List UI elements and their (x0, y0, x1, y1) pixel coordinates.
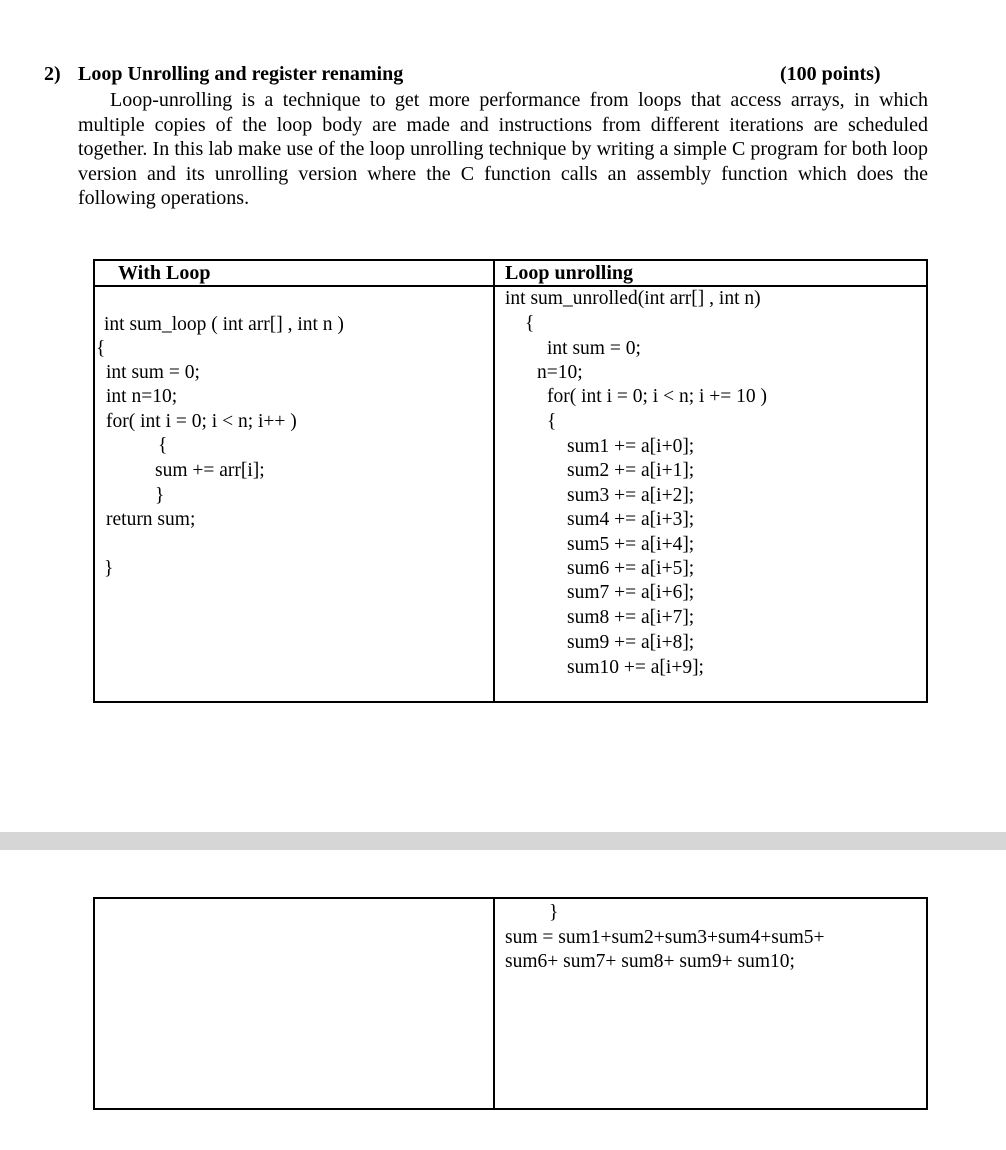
right-code-line: sum6 += a[i+5]; (567, 558, 695, 579)
table2-left-border (93, 897, 95, 1110)
table1-column-divider (493, 259, 495, 702)
left-code-line: { (96, 338, 106, 359)
left-code-line: } (104, 558, 114, 579)
right-code-line: { (547, 411, 557, 432)
left-code-line: return sum; (106, 509, 196, 530)
right-code-line: sum10 += a[i+9]; (567, 657, 704, 678)
right-code-line: sum1 += a[i+0]; (567, 436, 695, 457)
right-code-line: sum4 += a[i+3]; (567, 509, 695, 530)
right-code-line: int sum_unrolled(int arr[] , int n) (505, 288, 761, 309)
left-code-line: } (155, 485, 165, 506)
question-points: (100 points) (780, 63, 881, 85)
left-code-line: sum += arr[i]; (155, 460, 265, 481)
left-code-line: for( int i = 0; i < n; i++ ) (106, 411, 297, 432)
right-code-line: int sum = 0; (547, 338, 641, 359)
table2-top-border (93, 897, 928, 899)
question-intro (78, 88, 928, 211)
continuation-code-line: sum = sum1+sum2+sum3+sum4+sum5+ (505, 927, 825, 948)
table2-right-border (926, 897, 928, 1110)
table1-right-border (926, 259, 928, 702)
table1-bottom-border (93, 701, 928, 703)
page-break-divider (0, 832, 1006, 850)
table2-bottom-border (93, 1108, 928, 1110)
right-code-line: sum8 += a[i+7]; (567, 607, 695, 628)
left-code-line: int sum = 0; (106, 362, 200, 383)
right-code-line: sum5 += a[i+4]; (567, 534, 695, 555)
question-number: 2) (44, 63, 61, 85)
continuation-code-line: } (549, 902, 559, 923)
question-title: Loop Unrolling and register renaming (78, 63, 404, 85)
left-code-line: int n=10; (106, 386, 178, 407)
right-code-line: sum3 += a[i+2]; (567, 485, 695, 506)
table2-column-divider (493, 897, 495, 1110)
with-loop-header: With Loop (118, 262, 211, 284)
loop-unrolling-header: Loop unrolling (505, 262, 634, 284)
intro-text: Loop-unrolling is a technique to get more performance from loops that access arrays, in which multiple copies of the loop body are made and instructions from different iterations are scheduled together. In this lab make use of the loop unrolling technique by writing a simple C program for both loop version and its unrolling version where the C function calls an assembly function which does the following operations. (78, 89, 928, 209)
right-code-line: sum7 += a[i+6]; (567, 582, 695, 603)
right-code-line: sum9 += a[i+8]; (567, 632, 695, 653)
right-code-line: { (525, 313, 535, 334)
right-code-line: for( int i = 0; i < n; i += 10 ) (547, 386, 768, 407)
continuation-code-line: sum6+ sum7+ sum8+ sum9+ sum10; (505, 951, 795, 972)
left-code-line: { (158, 435, 168, 456)
table1-top-border (93, 259, 928, 261)
right-code-line: n=10; (537, 362, 583, 383)
table1-left-border (93, 259, 95, 702)
left-code-line: int sum_loop ( int arr[] , int n ) (104, 314, 344, 335)
right-code-line: sum2 += a[i+1]; (567, 460, 695, 481)
